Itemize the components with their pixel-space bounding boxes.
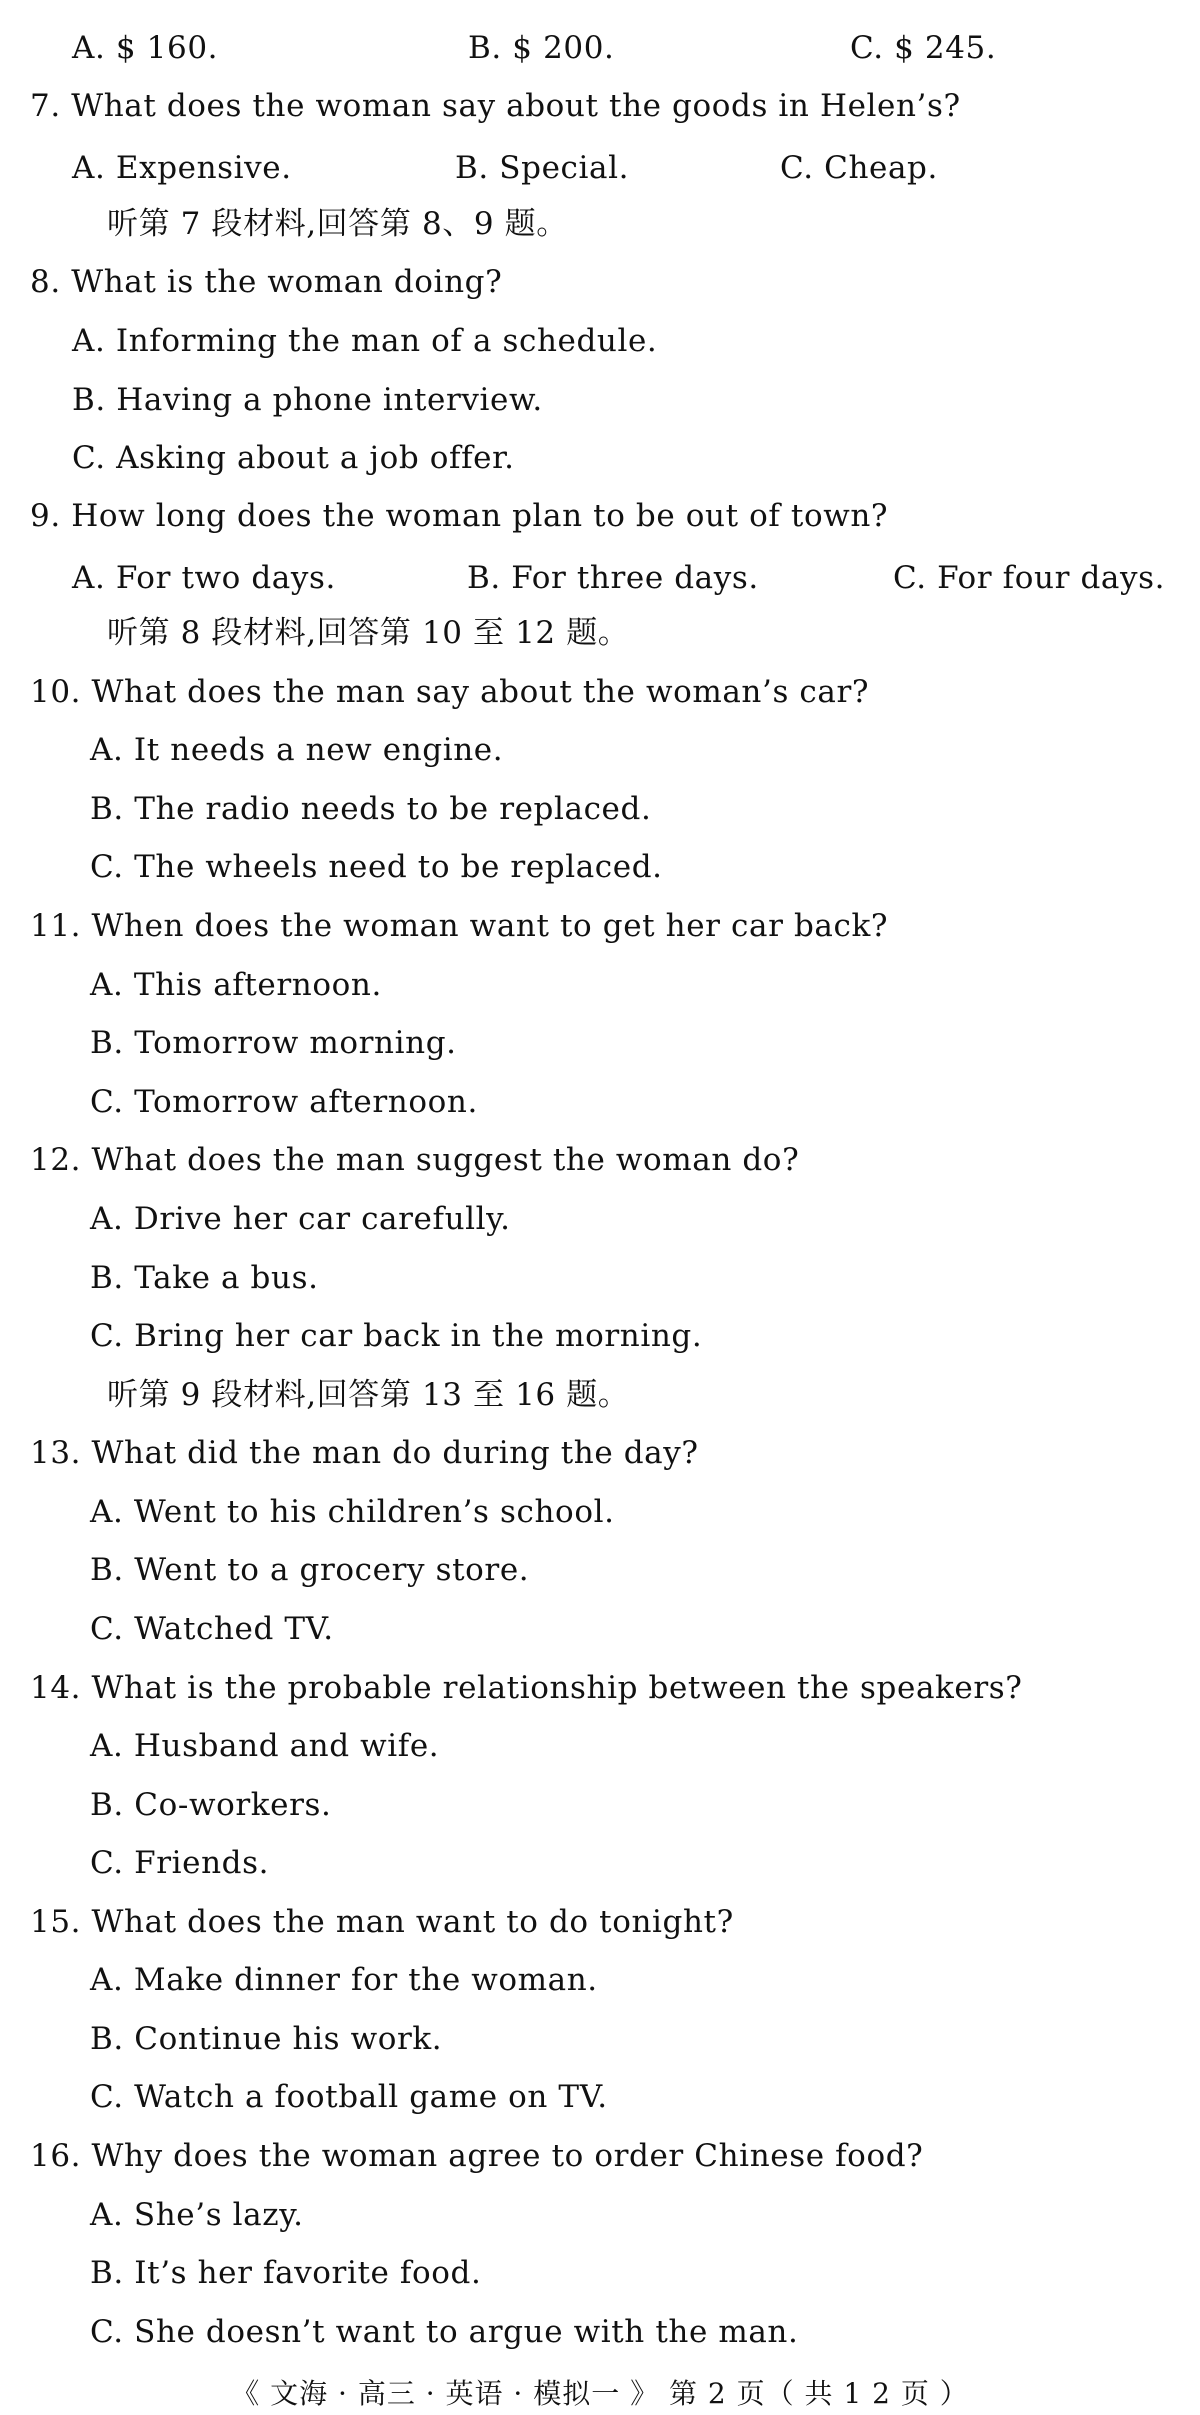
- q15-option-a: A. Make dinner for the woman.: [90, 1962, 598, 1998]
- q6-option-b: B. $ 200.: [468, 30, 615, 66]
- q15-option-c: C. Watch a football game on TV.: [90, 2079, 608, 2115]
- q14-option-b: B. Co-workers.: [90, 1787, 332, 1823]
- q10-option-b: B. The radio needs to be replaced.: [90, 791, 652, 827]
- q15-option-b: B. Continue his work.: [90, 2021, 443, 2057]
- q11-option-c: C. Tomorrow afternoon.: [90, 1084, 478, 1120]
- q10-option-a: A. It needs a new engine.: [90, 732, 504, 768]
- q10-question: 10. What does the man say about the woman’s car?: [30, 674, 870, 710]
- q9-options-row: [0, 560, 1200, 600]
- q16-option-c: C. She doesn’t want to argue with the man.: [90, 2314, 799, 2350]
- q16-option-b: B. It’s her favorite food.: [90, 2255, 482, 2291]
- q14-question: 14. What is the probable relationship between the speakers?: [30, 1670, 1023, 1706]
- q12-option-b: B. Take a bus.: [90, 1260, 319, 1296]
- q8-option-a: A. Informing the man of a schedule.: [72, 323, 658, 359]
- q7-options-row: [0, 150, 1200, 190]
- q12-option-a: A. Drive her car carefully.: [90, 1201, 511, 1237]
- q13-option-c: C. Watched TV.: [90, 1611, 334, 1647]
- q16-question: 16. Why does the woman agree to order Chinese food?: [30, 2138, 924, 2174]
- q10-option-c: C. The wheels need to be replaced.: [90, 849, 663, 885]
- q6-options-row: [0, 30, 1200, 70]
- q13-option-a: A. Went to his children’s school.: [90, 1494, 615, 1530]
- q14-option-c: C. Friends.: [90, 1845, 270, 1881]
- q6-option-a: A. $ 160.: [72, 30, 219, 66]
- q14-option-a: A. Husband and wife.: [90, 1728, 440, 1764]
- q8-question: 8. What is the woman doing?: [30, 264, 503, 300]
- q7-option-a: A. Expensive.: [72, 150, 292, 186]
- q12-option-c: C. Bring her car back in the morning.: [90, 1318, 703, 1354]
- q6-option-c: C. $ 245.: [850, 30, 997, 66]
- q7-option-c: C. Cheap.: [780, 150, 938, 186]
- q11-option-a: A. This afternoon.: [90, 967, 382, 1003]
- page-footer: 《 文海 · 高三 · 英语 · 模拟一 》 第 2 页（ 共 1 2 页 ）: [231, 2377, 969, 2410]
- section-8-instruction: 听第 8 段材料,回答第 10 至 12 题。: [107, 615, 630, 651]
- q16-option-a: A. She’s lazy.: [90, 2197, 304, 2233]
- q13-question: 13. What did the man do during the day?: [30, 1435, 699, 1471]
- q9-option-b: B. For three days.: [467, 560, 759, 596]
- q8-option-b: B. Having a phone interview.: [72, 382, 543, 418]
- section-7-instruction: 听第 7 段材料,回答第 8、9 题。: [107, 206, 568, 242]
- q7-option-b: B. Special.: [455, 150, 630, 186]
- q12-question: 12. What does the man suggest the woman do?: [30, 1142, 800, 1178]
- q9-question: 9. How long does the woman plan to be out of town?: [30, 498, 889, 534]
- q15-question: 15. What does the man want to do tonight?: [30, 1904, 734, 1940]
- q13-option-b: B. Went to a grocery store.: [90, 1552, 530, 1588]
- q9-option-a: A. For two days.: [72, 560, 336, 596]
- q9-option-c: C. For four days.: [893, 560, 1166, 596]
- q8-option-c: C. Asking about a job offer.: [72, 440, 515, 476]
- section-9-instruction: 听第 9 段材料,回答第 13 至 16 题。: [107, 1377, 630, 1413]
- q11-option-b: B. Tomorrow morning.: [90, 1025, 457, 1061]
- q7-question: 7. What does the woman say about the goods in Helen’s?: [30, 88, 961, 124]
- q11-question: 11. When does the woman want to get her car back?: [30, 908, 889, 944]
